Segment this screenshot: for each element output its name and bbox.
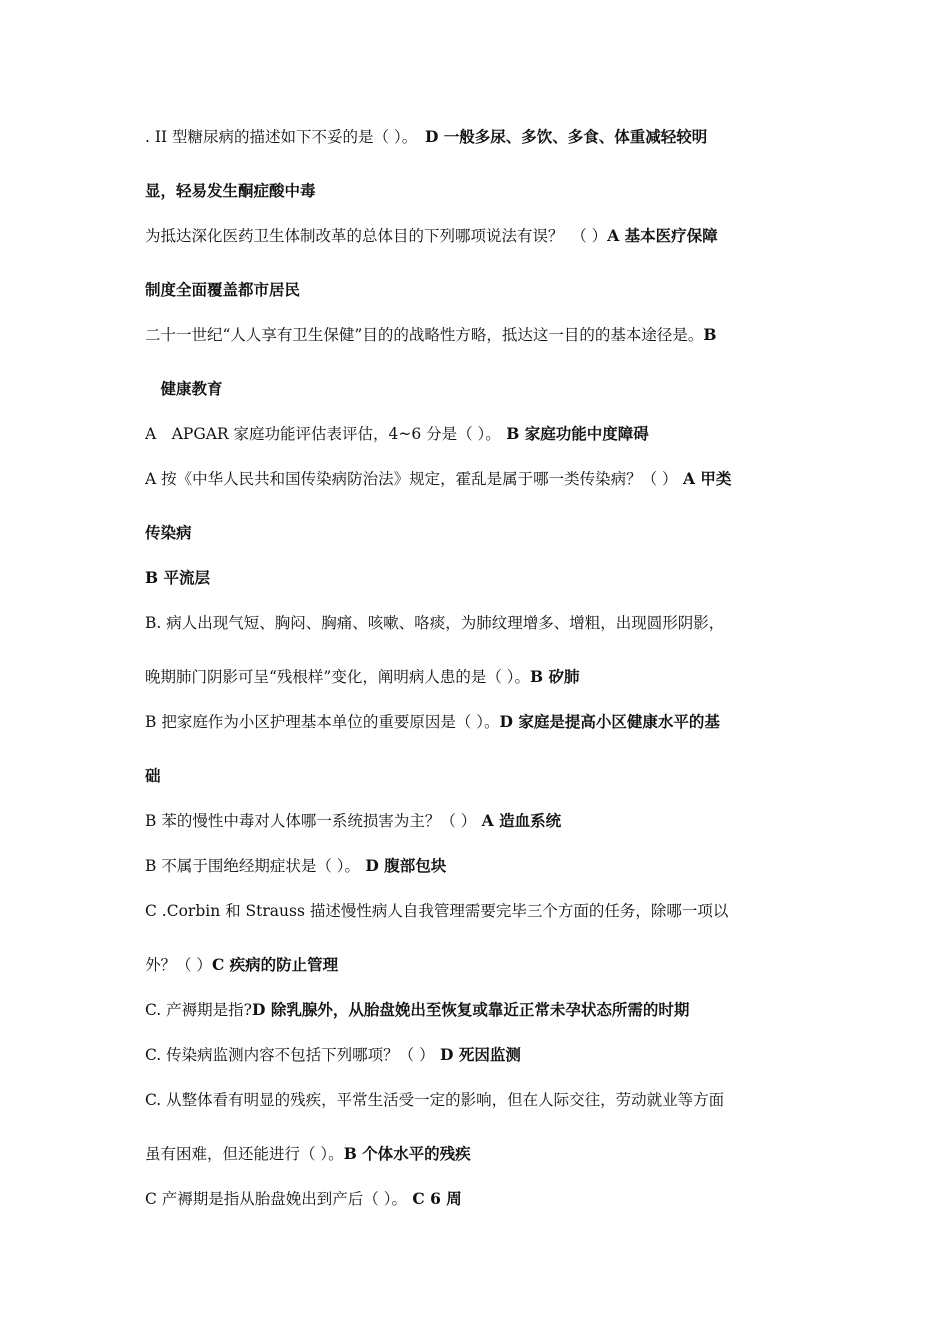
answer-text: D 腹部包块 xyxy=(360,856,447,875)
answer-text: D 家庭是提高小区健康水平的基 xyxy=(499,712,720,731)
text-line xyxy=(145,999,810,1021)
answer-text: 显，轻易发生酮症酸中毒 xyxy=(145,181,316,200)
text-line xyxy=(145,1089,810,1111)
question-text: C. 从整体看有明显的残疾，平常生活受一定的影响，但在人际交往，劳动就业等方面 xyxy=(145,1091,725,1109)
text-line xyxy=(145,1044,810,1066)
question-text: 虽有困难，但还能进行（ ）。 xyxy=(145,1145,344,1163)
question-text: 晚期肺门阴影可呈“残根样”变化，阐明病人患的是（ ）。 xyxy=(145,668,531,686)
answer-text: A 基本医疗保障 xyxy=(607,226,718,245)
text-line xyxy=(145,522,810,544)
question-text: C .Corbin 和 Strauss 描述慢性病人自我管理需要完毕三个方面的任务，除哪一项以 xyxy=(145,902,729,920)
question-text: C. 产褥期是指? xyxy=(145,1001,252,1019)
question-text: A 按《中华人民共和国传染病防治法》规定，霍乱是属于哪一类传染病？（ ） xyxy=(145,470,678,488)
text-line xyxy=(145,423,810,445)
text-line xyxy=(145,612,810,634)
text-line xyxy=(145,666,810,688)
answer-text: B 家庭功能中度障碍 xyxy=(500,424,649,443)
answer-text: C 6 周 xyxy=(406,1189,462,1208)
question-text: B 不属于围绝经期症状是（ ）。 xyxy=(145,857,360,875)
answer-text: D 死因监测 xyxy=(434,1045,521,1064)
text-line xyxy=(145,225,810,247)
answer-text: A 甲类 xyxy=(677,469,732,488)
answer-text: D 一般多尿、多饮、多食、体重减轻较明 xyxy=(424,127,708,146)
answer-text: A 造血系统 xyxy=(476,811,562,830)
text-line xyxy=(145,180,810,202)
answer-text: B 个体水平的残疾 xyxy=(343,1144,471,1163)
text-line xyxy=(145,126,810,148)
question-text: A APGAR 家庭功能评估表评估，4~6 分是（ ）。 xyxy=(145,425,501,443)
question-text: B. 病人出现气短、胸闷、胸痛、咳嗽、咯痰，为肺纹理增多、增粗，出现圆形阴影， xyxy=(145,614,725,632)
question-text: . II 型糖尿病的描述如下不妥的是（ ）。 xyxy=(145,128,425,146)
question-text: 外？（ ） xyxy=(145,956,212,974)
text-line xyxy=(145,855,810,877)
question-text: C. 传染病监测内容不包括下列哪项？（ ） xyxy=(145,1046,435,1064)
answer-text: B xyxy=(703,325,717,344)
text-line xyxy=(145,468,810,490)
text-line xyxy=(145,378,810,400)
question-text: 为抵达深化医药卫生体制改革的总体目的下列哪项说法有误？ （ ） xyxy=(145,227,608,245)
text-line xyxy=(145,810,810,832)
answer-text: 制度全面覆盖都市居民 xyxy=(145,280,301,299)
answer-text: B 平流层 xyxy=(145,568,210,587)
answer-text: B 矽肺 xyxy=(530,667,580,686)
text-line xyxy=(145,900,810,922)
text-line xyxy=(145,279,810,301)
text-line xyxy=(145,567,810,589)
answer-text: 传染病 xyxy=(145,523,192,542)
text-line xyxy=(145,324,810,346)
text-line xyxy=(145,711,810,733)
question-text: 二十一世纪“人人享有卫生保健”目的的战略性方略，抵达这一目的的基本途径是。 xyxy=(145,326,704,344)
text-line xyxy=(145,765,810,787)
text-line xyxy=(145,1188,810,1210)
answer-text: 健康教育 xyxy=(145,379,223,398)
text-line xyxy=(145,954,810,976)
answer-text: D 除乳腺外，从胎盘娩出至恢复或靠近正常未孕状态所需的时期 xyxy=(251,1000,690,1019)
text-line xyxy=(145,1143,810,1165)
question-text: C 产褥期是指从胎盘娩出到产后（ ）。 xyxy=(145,1190,407,1208)
question-text: B 苯的慢性中毒对人体哪一系统损害为主？（ ） xyxy=(145,812,477,830)
question-text: B 把家庭作为小区护理基本单位的重要原因是（ ）。 xyxy=(145,713,500,731)
answer-text: C 疾病的防止管理 xyxy=(211,955,339,974)
answer-text: 础 xyxy=(145,766,161,785)
